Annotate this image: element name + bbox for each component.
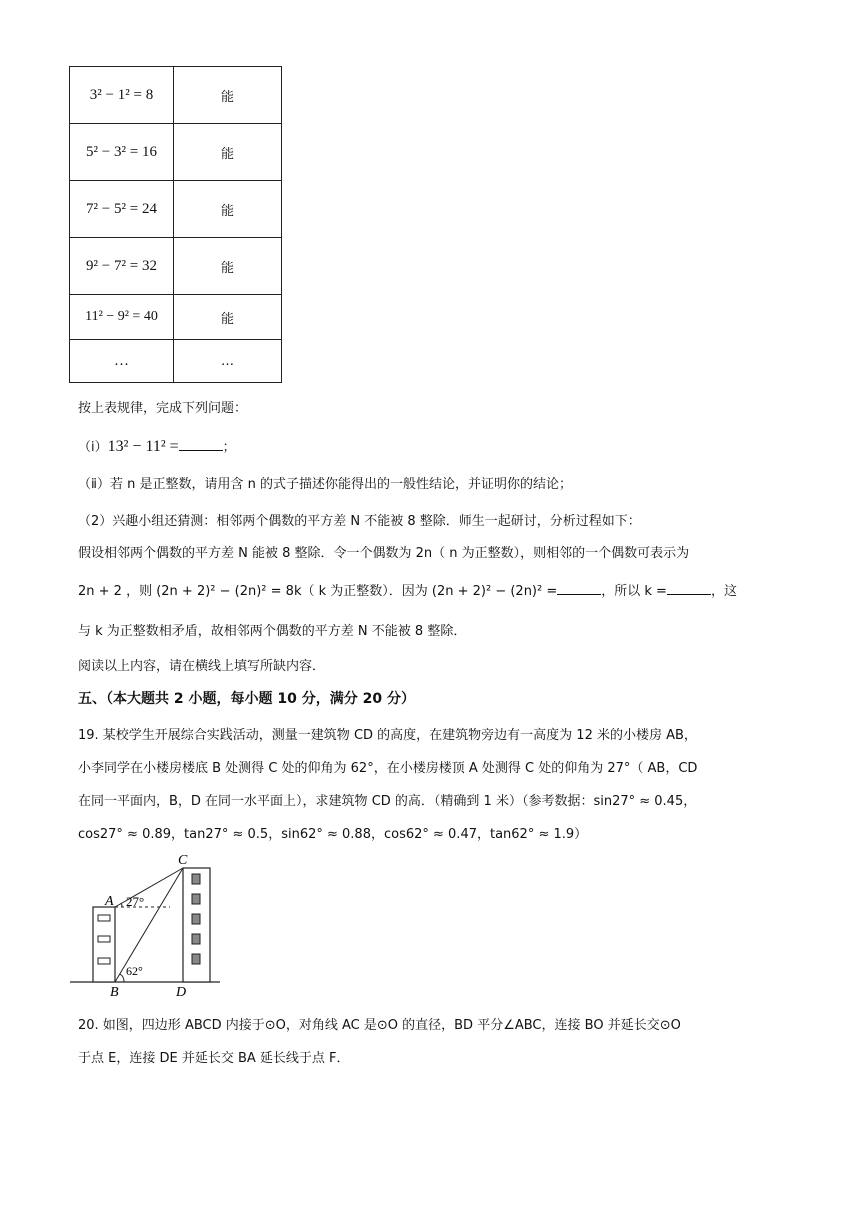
question-i-end: ； (222, 440, 236, 455)
question-2-line3-part1: 2n + 2 ，则 (2n + 2)² − (2n)² = 8k（ k 为正整数）．因为 (2n + 2)² − (2n)² = (78, 584, 558, 599)
table-cell-expr: 5² − 3² = 16 (70, 124, 174, 181)
question-ii: （ⅱ）若 n 是正整数，请用含 n 的式子描述你能得出的一般性结论，并证明你的结论； (78, 477, 572, 492)
table-cell-result: 能 (174, 181, 282, 238)
window (192, 914, 200, 924)
tall-building (183, 868, 210, 982)
answer-blank[interactable] (179, 438, 223, 451)
problem-20-line2: 于点 E，连接 DE 并延长交 BA 延长线于点 F． (78, 1051, 350, 1066)
question-2-line3 (78, 580, 737, 599)
problem-19-line3: 在同一平面内，B，D 在同一水平面上），求建筑物 CD 的高．（精确到 1 米）（参考数据：sin27° ≈ 0.45， (78, 794, 697, 809)
table-cell-result: 能 (174, 67, 282, 124)
question-2-line2: 假设相邻两个偶数的平方差 N 能被 8 整除．令一个偶数为 2n（ n 为正整数），则相邻的一个偶数可表示为 (78, 546, 690, 561)
window (98, 936, 110, 942)
angle-label-bottom: 62° (126, 964, 143, 978)
label-d: D (176, 985, 187, 1000)
label-a: A (105, 894, 114, 909)
angle-label-top: 27° (126, 894, 145, 909)
building-figure (70, 850, 230, 1000)
window (192, 934, 200, 944)
label-c: C (178, 853, 188, 868)
question-2-line4: 与 k 为正整数相矛盾，故相邻两个偶数的平方差 N 不能被 8 整除． (78, 624, 467, 639)
table-cell-expr: 9² − 7² = 32 (70, 238, 174, 295)
answer-blank[interactable] (667, 582, 711, 595)
problem-20-line1: 20. 如图，四边形 ABCD 内接于⊙O，对角线 AC 是⊙O 的直径，BD 平分∠ABC，连接 BO 并延长交⊙O (78, 1018, 681, 1033)
window (192, 954, 200, 964)
question-2-line3-part2: ，所以 k = (601, 584, 667, 599)
table-cell-expr: … (70, 340, 174, 383)
angle-arc-top (121, 903, 122, 907)
table-cell-result: … (174, 340, 282, 383)
answer-blank[interactable] (557, 582, 601, 595)
question-i-label: （ⅰ） (78, 440, 108, 455)
difference-table (69, 66, 282, 383)
table-cell-result: 能 (174, 124, 282, 181)
window (98, 958, 110, 964)
question-i-expression: 13² − 11² = (107, 438, 179, 455)
instruction-text: 按上表规律，完成下列问题： (78, 401, 248, 416)
read-instruction: 阅读以上内容，请在横线上填写所缺内容． (78, 659, 326, 674)
problem-19-line1: 19. 某校学生开展综合实践活动，测量一建筑物 CD 的高度，在建筑物旁边有一高度为 12 米的小楼房 AB， (78, 728, 697, 743)
table-cell-result: 能 (174, 295, 282, 340)
question-2-line1: （2）兴趣小组还猜测：相邻两个偶数的平方差 N 不能被 8 整除．师生一起研讨，分析过程如下： (78, 514, 641, 529)
window (192, 894, 200, 904)
table-cell-result: 能 (174, 238, 282, 295)
table-cell-expr: 3² − 1² = 8 (70, 67, 174, 124)
section-heading: 五、（本大题共 2 小题，每小题 10 分，满分 20 分） (78, 691, 415, 707)
window (192, 874, 200, 884)
window (98, 915, 110, 921)
question-i (78, 436, 236, 456)
angle-arc-bottom (120, 974, 124, 982)
problem-19-line2: 小李同学在小楼房楼底 B 处测得 C 处的仰角为 62°，在小楼房楼顶 A 处测得 C 处的仰角为 27°（ AB，CD (78, 761, 698, 776)
table-cell-expr: 11² − 9² = 40 (70, 295, 174, 340)
label-b: B (110, 985, 119, 1000)
table-cell-expr: 7² − 5² = 24 (70, 181, 174, 238)
question-2-line3-part3: ，这 (710, 584, 737, 599)
problem-19-line4: cos27° ≈ 0.89，tan27° ≈ 0.5，sin62° ≈ 0.88，cos62° ≈ 0.47，tan62° ≈ 1.9） (78, 827, 588, 842)
